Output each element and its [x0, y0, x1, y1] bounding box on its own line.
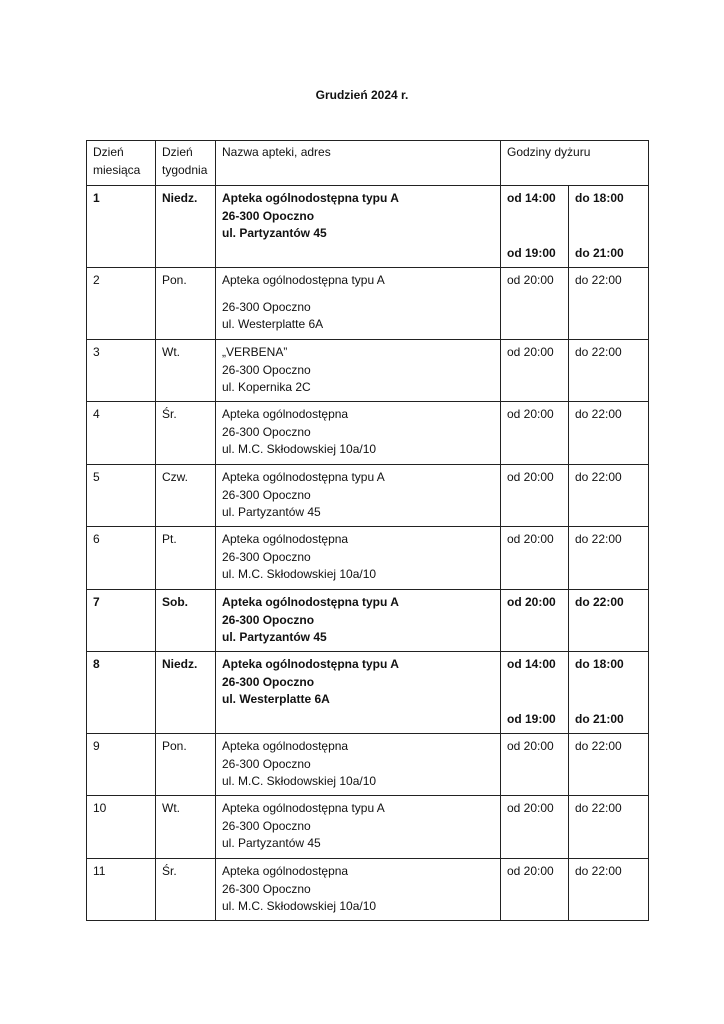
cell-day: 11: [87, 859, 156, 921]
pharmacy-city: 26-300 Opoczno: [222, 674, 315, 689]
cell-pharmacy-address: [216, 796, 501, 859]
hours-to: do 22:00: [575, 739, 622, 753]
hours-from: od 14:00: [507, 657, 556, 671]
table-row: [87, 734, 649, 796]
table-row: [87, 590, 649, 652]
cell-day: 8: [87, 652, 156, 734]
pharmacy-name: Apteka ogólnodostępna typu A: [222, 191, 399, 205]
cell-hours-from: [501, 268, 569, 340]
cell-weekday: Niedz.: [156, 186, 216, 268]
cell-hours-to: [569, 268, 649, 340]
pharmacy-street: ul. M.C. Skłodowskiej 10a/10: [222, 774, 377, 788]
cell-hours-from: [501, 859, 569, 921]
pharmacy-city: 26-300 Opoczno: [222, 299, 311, 314]
cell-weekday: Wt.: [156, 796, 216, 859]
cell-day: 7: [87, 590, 156, 652]
hours-to: do 22:00: [575, 470, 622, 484]
cell-hours-to: [569, 402, 649, 465]
cell-pharmacy-address: [216, 268, 501, 340]
hours-from-second: od 19:00: [507, 711, 556, 726]
cell-weekday: Sob.: [156, 590, 216, 652]
hours-to: do 22:00: [575, 345, 622, 359]
pharmacy-city: 26-300 Opoczno: [222, 818, 311, 833]
cell-weekday: Niedz.: [156, 652, 216, 734]
cell-pharmacy-address: [216, 859, 501, 921]
hours-from: od 20:00: [507, 273, 554, 287]
table-row: [87, 465, 649, 527]
cell-pharmacy-address: [216, 652, 501, 734]
hours-to: do 22:00: [575, 864, 622, 878]
header-day-of-week: Dzień tygodnia: [156, 141, 216, 186]
cell-weekday: Pon.: [156, 268, 216, 340]
pharmacy-city: 26-300 Opoczno: [222, 881, 311, 896]
cell-hours-to: [569, 465, 649, 527]
cell-hours-from: [501, 465, 569, 527]
cell-hours-to: [569, 734, 649, 796]
table-row: [87, 652, 649, 734]
hours-from: od 20:00: [507, 801, 554, 815]
hours-to: do 22:00: [575, 407, 622, 421]
cell-hours-from: [501, 402, 569, 465]
hours-from: od 20:00: [507, 345, 554, 359]
pharmacy-name: „VERBENA”: [222, 345, 288, 359]
hours-from: od 20:00: [507, 864, 554, 878]
table-row: [87, 796, 649, 859]
cell-day: 9: [87, 734, 156, 796]
cell-hours-to: [569, 590, 649, 652]
cell-pharmacy-address: [216, 527, 501, 590]
cell-weekday: Śr.: [156, 402, 216, 465]
hours-from: od 20:00: [507, 739, 554, 753]
header-pharmacy: Nazwa apteki, adres: [216, 141, 501, 186]
hours-to: do 18:00: [575, 657, 624, 671]
pharmacy-city: 26-300 Opoczno: [222, 362, 311, 377]
page-title: Grudzień 2024 r.: [315, 88, 409, 102]
cell-hours-from: [501, 652, 569, 734]
pharmacy-name: Apteka ogólnodostępna typu A: [222, 273, 385, 287]
cell-day: 4: [87, 402, 156, 465]
cell-weekday: Czw.: [156, 465, 216, 527]
hours-to-second: do 21:00: [575, 245, 624, 260]
hours-to: do 22:00: [575, 801, 622, 815]
table-row: [87, 527, 649, 590]
cell-weekday: Wt.: [156, 340, 216, 402]
pharmacy-street: ul. Westerplatte 6A: [222, 317, 324, 331]
cell-day: 5: [87, 465, 156, 527]
pharmacy-street: ul. Partyzantów 45: [222, 836, 321, 850]
hours-to: do 18:00: [575, 191, 624, 205]
pharmacy-street: ul. Westerplatte 6A: [222, 692, 330, 706]
pharmacy-name: Apteka ogólnodostępna: [222, 532, 349, 546]
pharmacy-city: 26-300 Opoczno: [222, 487, 311, 502]
pharmacy-city: 26-300 Opoczno: [222, 424, 311, 439]
table-row: [87, 186, 649, 268]
cell-day: 6: [87, 527, 156, 590]
cell-hours-to: [569, 527, 649, 590]
hours-from: od 20:00: [507, 595, 556, 609]
pharmacy-name: Apteka ogólnodostępna: [222, 739, 349, 753]
hours-from: od 20:00: [507, 470, 554, 484]
pharmacy-name: Apteka ogólnodostępna: [222, 864, 349, 878]
pharmacy-city: 26-300 Opoczno: [222, 208, 315, 223]
cell-hours-to: [569, 796, 649, 859]
pharmacy-street: ul. M.C. Skłodowskiej 10a/10: [222, 899, 377, 913]
cell-hours-to: [569, 340, 649, 402]
hours-from: od 20:00: [507, 532, 554, 546]
table-header-row: [87, 141, 649, 186]
cell-hours-to: [569, 652, 649, 734]
pharmacy-name: Apteka ogólnodostępna: [222, 407, 349, 421]
cell-pharmacy-address: [216, 590, 501, 652]
table-row: [87, 268, 649, 340]
cell-hours-to: [569, 859, 649, 921]
cell-hours-from: [501, 590, 569, 652]
cell-pharmacy-address: [216, 402, 501, 465]
cell-day: 1: [87, 186, 156, 268]
header-hours: Godziny dyżuru: [501, 141, 649, 186]
cell-weekday: Pon.: [156, 734, 216, 796]
pharmacy-name: Apteka ogólnodostępna typu A: [222, 595, 399, 609]
cell-pharmacy-address: [216, 340, 501, 402]
table-row: [87, 340, 649, 402]
cell-day: 2: [87, 268, 156, 340]
header-day-of-month: Dzień miesiąca: [87, 141, 156, 186]
pharmacy-name: Apteka ogólnodostępna typu A: [222, 470, 385, 484]
pharmacy-street: ul. Partyzantów 45: [222, 226, 327, 240]
pharmacy-name: Apteka ogólnodostępna typu A: [222, 801, 385, 815]
cell-hours-from: [501, 734, 569, 796]
pharmacy-city: 26-300 Opoczno: [222, 756, 311, 771]
cell-hours-from: [501, 796, 569, 859]
pharmacy-street: ul. Partyzantów 45: [222, 505, 321, 519]
cell-day: 10: [87, 796, 156, 859]
cell-hours-from: [501, 186, 569, 268]
hours-from: od 20:00: [507, 407, 554, 421]
pharmacy-street: ul. Kopernika 2C: [222, 380, 311, 394]
cell-hours-to: [569, 186, 649, 268]
cell-pharmacy-address: [216, 734, 501, 796]
hours-to-second: do 21:00: [575, 711, 624, 726]
pharmacy-city: 26-300 Opoczno: [222, 612, 315, 627]
cell-weekday: Pt.: [156, 527, 216, 590]
table-row: [87, 859, 649, 921]
cell-day: 3: [87, 340, 156, 402]
cell-hours-from: [501, 527, 569, 590]
hours-from: od 14:00: [507, 191, 556, 205]
pharmacy-street: ul. Partyzantów 45: [222, 630, 327, 644]
pharmacy-duty-table: [86, 140, 649, 921]
hours-to: do 22:00: [575, 273, 622, 287]
cell-pharmacy-address: [216, 186, 501, 268]
cell-pharmacy-address: [216, 465, 501, 527]
pharmacy-name: Apteka ogólnodostępna typu A: [222, 657, 399, 671]
hours-to: do 22:00: [575, 532, 622, 546]
cell-weekday: Śr.: [156, 859, 216, 921]
hours-from-second: od 19:00: [507, 245, 556, 260]
table-row: [87, 402, 649, 465]
cell-hours-from: [501, 340, 569, 402]
pharmacy-street: ul. M.C. Skłodowskiej 10a/10: [222, 567, 377, 581]
pharmacy-city: 26-300 Opoczno: [222, 549, 311, 564]
hours-to: do 22:00: [575, 595, 624, 609]
pharmacy-street: ul. M.C. Skłodowskiej 10a/10: [222, 442, 377, 456]
